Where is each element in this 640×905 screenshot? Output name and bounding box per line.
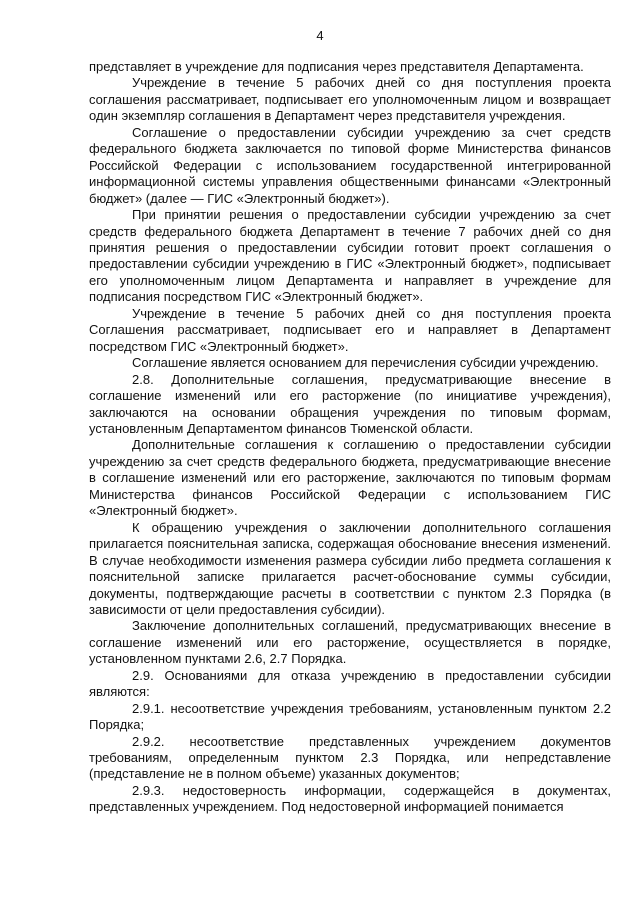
paragraph: 2.9.2. несоответствие представленных учреждением документов требованиям, определенным пунктом 2.3 Порядка, или непредставление (представление не в полном объеме) указанных документов; [89, 733, 611, 782]
paragraph: представляет в учреждение для подписания через представителя Департамента. [89, 59, 584, 74]
paragraph: 2.8. Дополнительные соглашения, предусматривающие внесение в соглашение изменений или его расторжение (по инициативе учреждения), заключаются на основании обращения учреждения по типовым формам, установленным Департаментом финансов Тюменской области. [89, 371, 611, 436]
paragraph: Дополнительные соглашения к соглашению о предоставлении субсидии учреждению за счет средств федерального бюджета, предусматривающие внесение в соглашение изменений или его расторжение, заключаются по типовым формам Министерства финансов Российской Федерации с использованием ГИС «Электронный бюджет». [89, 437, 611, 519]
paragraph: 2.9.1. несоответствие учреждения требованиям, установленным пунктом 2.2 Порядка; [89, 700, 611, 733]
paragraph: При принятии решения о предоставлении субсидии учреждению за счет средств федерального бюджета Департамент в течение 7 рабочих дней со дня принятия решения о предоставлении субсидии готовит проект соглашения о предоставлении субсидии учреждению в ГИС «Электронный бюджет», подписывает его уполномоченным лицом Департамента и направляет в учреждение для подписания посредством ГИС «Электронный бюджет». [89, 207, 611, 305]
paragraph: 2.9.3. недостоверность информации, содержащейся в документах, представленных учреждением. Под недостоверной информацией понимается [89, 782, 611, 815]
paragraph: Соглашение о предоставлении субсидии учреждению за счет средств федерального бюджета заключается по типовой форме Министерства финансов Российской Федерации с использованием государственной интегрированной информационной системы управления общественными финансами «Электронный бюджет» (далее — ГИС «Электронный бюджет»). [89, 124, 611, 206]
paragraph: 2.9. Основаниями для отказа учреждению в предоставлении субсидии являются: [89, 667, 611, 700]
document-body [89, 59, 611, 816]
page-number: 4 [316, 28, 324, 43]
paragraph: Соглашение является основанием для перечисления субсидии учреждению. [132, 355, 599, 371]
paragraph: Учреждение в течение 5 рабочих дней со дня поступления проекта соглашения рассматривает, подписывает его уполномоченным лицом и возвращает один экземпляр соглашения в Департамент через представителя учреждения. [89, 75, 611, 124]
paragraph: Заключение дополнительных соглашений, предусматривающих внесение в соглашение изменений или его расторжение, осуществляется в порядке, установленном пунктами 2.6, 2.7 Порядка. [89, 618, 611, 667]
paragraph: Учреждение в течение 5 рабочих дней со дня поступления проекта Соглашения рассматривает, подписывает его и направляет в Департамент посредством ГИС «Электронный бюджет». [89, 305, 611, 354]
paragraph: К обращению учреждения о заключении дополнительного соглашения прилагается пояснительная записка, содержащая обоснование внесения изменений. В случае необходимости изменения размера субсидии либо предмета соглашения к пояснительной записке прилагается расчет-обоснование суммы субсидии, документы, подтверждающие расчеты в соответствии с пунктом 2.3 Порядка (в зависимости от цели предоставления субсидии). [89, 519, 611, 617]
